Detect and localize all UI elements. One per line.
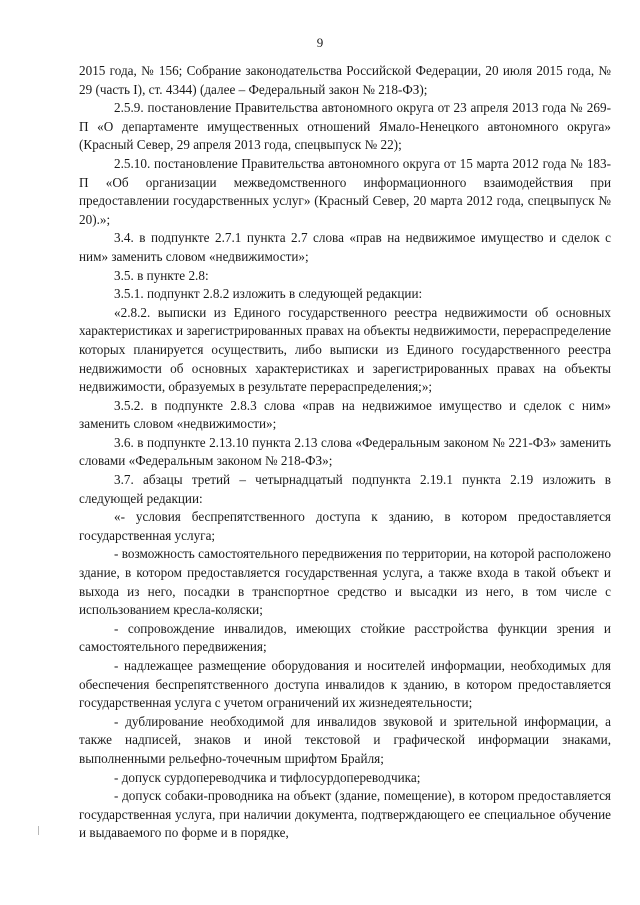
paragraph-2-5-10: 2.5.10. постановление Правительства автономного округа от 15 марта 2012 года № 183-П «Об организации межведомственного информационного взаимодействия при предоставлении государственных услуг» (Красный Север, 20 марта 2012 года, спецвыпуск № 20).»; <box>79 155 611 227</box>
paragraph-3-5-2: 3.5.2. в подпункте 2.8.3 слова «прав на недвижимое имущество и сделок с ним» заменить словом «недвижимости»; <box>79 397 611 432</box>
list-item-accompaniment: - сопровождение инвалидов, имеющих стойкие расстройства функции зрения и самостоятельного передвижения; <box>79 620 611 655</box>
paragraph-law-218-reference: 2015 года, № 156; Собрание законодательства Российской Федерации, 20 июля 2015 года, № 29 (часть I), ст. 4344) (далее – Федеральный закон № 218-ФЗ); <box>79 63 611 97</box>
paragraph-3-5-1: 3.5.1. подпункт 2.8.2 изложить в следующей редакции: <box>114 286 423 302</box>
paragraph-3-6: 3.6. в подпункте 2.13.10 пункта 2.13 слова «Федеральным законом № 221-ФЗ» заменить словами «Федеральным законом № 218-ФЗ»; <box>79 434 611 469</box>
list-item-independent-movement: - возможность самостоятельного передвижения по территории, на которой расположено здание, в котором предоставляется государственная услуга, а также входа в такой объект и выхода из него, посадки в транспортное средство и высадки из него, в том числе с использованием кресла-коляски; <box>79 546 611 618</box>
paragraph-3-7: 3.7. абзацы третий – четырнадцатый подпункта 2.19.1 пункта 2.19 изложить в следующей редакции: <box>79 472 611 506</box>
list-item-equipment-placement: - надлежащее размещение оборудования и носителей информации, необходимых для обеспечения беспрепятственного доступа инвалидов к зданию, в котором предоставляется государственная услуга с учетом ограничений их жизнедеятельности; <box>79 658 611 711</box>
paragraph-2-5-9: 2.5.9. постановление Правительства автономного округа от 23 апреля 2013 года № 269-П «О департаменте имущественных отношений Ямало-Ненецкого автономного округа» (Красный Север, 29 апреля 2013 года, спецвыпуск № 22); <box>79 100 611 153</box>
paragraph-2-8-2-quote: «2.8.2. выписки из Единого государственного реестра недвижимости об основных характеристиках и зарегистрированных правах на объекты недвижимости, перераспределение которых планируется осуществить, либо выписки из Единого государственного реестра недвижимости об основных характеристиках и зарегистрированных правах на объекты недвижимости, образуемых в результате перераспределения;»; <box>79 304 611 395</box>
margin-mark <box>38 826 39 835</box>
paragraph-3-5: 3.5. в пункте 2.8: <box>114 267 209 283</box>
page-number: 9 <box>316 35 324 50</box>
document-body <box>79 62 611 843</box>
list-item-sign-interpreter: - допуск сурдопереводчика и тифлосурдопереводчика; <box>114 769 421 785</box>
list-item-access-conditions: «- условия беспрепятственного доступа к зданию, в котором предоставляется государственная услуга; <box>79 509 611 543</box>
list-item-guide-dog: - допуск собаки-проводника на объект (здание, помещение), в котором предоставляется государственная услуга, при наличии документа, подтверждающего ее специальное обучение и выдаваемого по форме и в порядке, <box>79 788 611 841</box>
paragraph-3-4: 3.4. в подпункте 2.7.1 пункта 2.7 слова «прав на недвижимое имущество и сделок с ним» заменить словом «недвижимости»; <box>79 230 611 264</box>
list-item-braille-duplication: - дублирование необходимой для инвалидов звуковой и зрительной информации, а также надписей, знаков и иной текстовой и графической информации знаками, выполненными рельефно-точечным шрифтом Брайля; <box>79 713 611 766</box>
